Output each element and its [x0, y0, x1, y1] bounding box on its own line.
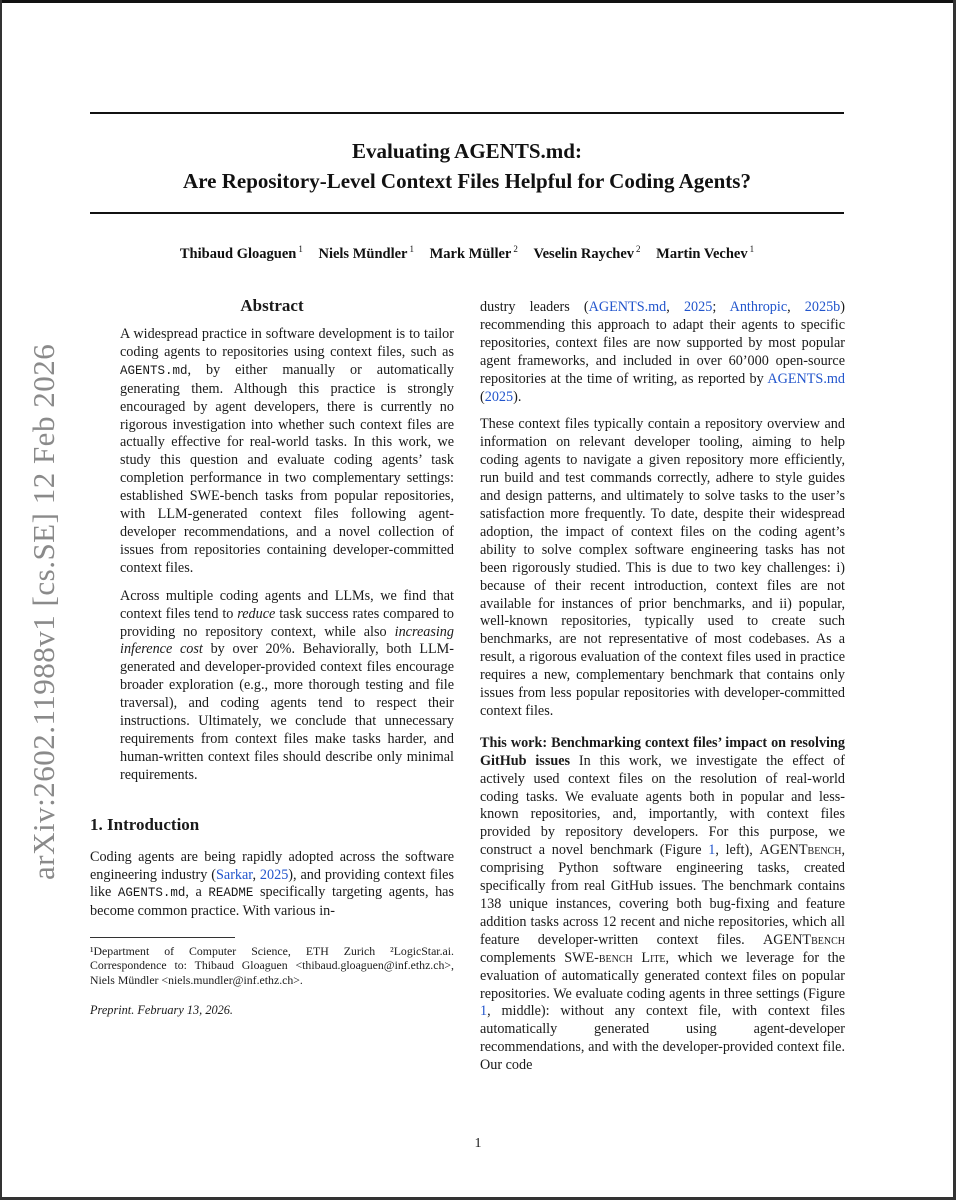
section-heading-introduction: 1. Introduction — [90, 814, 200, 834]
citation-year-link[interactable]: 2025 — [484, 388, 514, 405]
author: Mark Müller $^2$ — [429, 244, 518, 262]
author: Thibaud Gloaguen $^1$ — [179, 244, 303, 262]
left-column — [90, 296, 454, 1018]
author: Martin Vechev $^1$ — [656, 244, 755, 262]
preprint-note: Preprint. February 13, 2026. — [90, 1002, 233, 1017]
this-work-paragraph: This work: Benchmarking context files’ impact on resolving GitHub issues In this work, we investigate the effect of actively used context files on the resolution of real-world coding tasks. We evaluate agents both in popular and less-known repositories, and, importantly, with context files provided by repository developers. For this purpose, we construct a novel benchmark (Figure 1, left), AGENTbench, comprising Python software engineering tasks, created specifically from real GitHub issues. The benchmark contains 138 unique instances, covering both bug-fixing and feature addition tasks across 12 recent and niche repositories, which all feature developer-written context files. AGENTbench complements SWE-bench Lite, which we leverage for the evaluation of automatically generated context files on popular repositories. We evaluate coding agents in three settings (Figure 1, middle): without any context file, with context files automatically generated using agent-developer recommendations, and with the developer-provided context file. Our code — [480, 734, 845, 1074]
citation-year-link[interactable]: 2025b — [804, 299, 841, 315]
benchmark-name: SWE-bench Lite — [564, 949, 666, 966]
intro-paragraph-continued: dustry leaders (AGENTS.md, 2025; Anthropic, 2025b) recommending this approach to adapt their agents to specific repositories, context files are now supported by most popular agent frameworks, and included in over 60’000 open-source repositories at the time of writing, as reported by AGENTS.md (2025). — [480, 299, 845, 405]
abstract-body — [120, 326, 454, 785]
paper-title — [90, 136, 844, 196]
citation-link[interactable]: Anthropic — [729, 299, 788, 315]
author: Veselin Raychev $^2$ — [533, 244, 641, 262]
benchmark-name: AGENTbench — [763, 931, 845, 948]
citation-year-link[interactable]: 2025 — [683, 299, 713, 315]
footnote-rule — [90, 937, 235, 938]
page-number: 1 — [474, 1136, 482, 1151]
citation-year-link[interactable]: 2025 — [259, 866, 289, 883]
benchmark-name: AGENTbench — [759, 842, 842, 859]
abstract-heading: Abstract — [240, 296, 304, 315]
intro-paragraph-2: These context files typically contain a repository overview and information on relevant developer tooling, aiming to help coding agents to navigate a given repository more efficiently, run build and test commands correctly, adhere to style guides and design patterns, and ultimately to solve tasks to the user’s satisfaction more frequently. To date, despite their widespread adoption, the impact of context files on the coding agent’s ability to solve complex software engineering tasks has not been rigorously studied. This is due to two key challenges: i) because of their recent introduction, context files are not available for instances of prior benchmarks, and ii) popular, well-known repositories, typically used to create such benchmarks, are not representative of most codebases. As a result, a rigorous evaluation of the context files used in practice requires a new, complementary benchmark that contains only issues from less popular repositories with developer-committed context files. — [480, 416, 845, 719]
page-frame-top — [0, 0, 956, 3]
page-frame-left — [0, 0, 2, 1200]
abstract-paragraph-2: Across multiple coding agents and LLMs, we find that context files tend to reduce task success rates compared to providing no repository context, while also increasing inference cost by over 20%. Behaviorally, both LLM-generated and developer-provided context files encourage broader exploration (e.g., more thorough testing and file traversal), and coding agents tend to respect their instructions. Ultimately, we conclude that unnecessary requirements from context files make tasks harder, and human-written context files should describe only minimal requirements. — [120, 587, 455, 783]
citation-link[interactable]: AGENTS.md — [588, 299, 667, 315]
paragraph-run-in-heading: This work: Benchmarking context files’ impact on resolving GitHub issues — [480, 734, 845, 769]
arxiv-identifier-stamp: arXiv:2602.11988v1 [cs.SE] 12 Feb 2026 — [26, 343, 61, 880]
figure-reference-link[interactable]: 1 — [480, 1003, 488, 1020]
right-column — [480, 299, 845, 1075]
abstract-paragraph-1: A widespread practice in software development is to tailor coding agents to repositories using context files, such as AGENTS.md, by either manually or automatically generating them. Although this practice is strongly encouraged by agent developers, there is currently no rigorous investigation into whether such context files are actually effective for real-world tasks. In this work, we study this question and evaluate coding agents’ task completion performance in two complementary settings: established SWE-bench tasks from popular repositories, with LLM-generated context files following agent-developer recommendations, and a novel collection of issues from repositories containing developer-committed context files. — [120, 326, 454, 576]
title-top-rule — [90, 112, 844, 114]
affiliation-footnote: ¹Department of Computer Science, ETH Zurich ²LogicStar.ai. Correspondence to: Thibaud Gloaguen <thibaud.gloaguen@inf.ethz.ch>, Niels Mündler <niels.mundler@inf.ethz.ch>. — [90, 944, 454, 987]
title-line-2: Are Repository-Level Context Files Helpful for Coding Agents? — [183, 169, 751, 193]
author: Niels Mündler $^1$ — [318, 244, 414, 262]
citation-link[interactable]: AGENTS.md — [767, 370, 845, 387]
title-line-1: Evaluating AGENTS.md: — [352, 139, 582, 163]
title-bottom-rule — [90, 212, 844, 214]
citation-link[interactable]: Sarkar — [216, 866, 253, 883]
author-list — [90, 244, 844, 263]
intro-paragraph-1: Coding agents are being rapidly adopted across the software engineering industry (Sarkar, 2025), and providing context files like AGENTS.md, a README specifically targeting agents, has become common practice. With various in- — [90, 848, 454, 920]
figure-reference-link[interactable]: 1 — [708, 842, 716, 859]
inline-code: AGENTS.md — [120, 363, 188, 378]
